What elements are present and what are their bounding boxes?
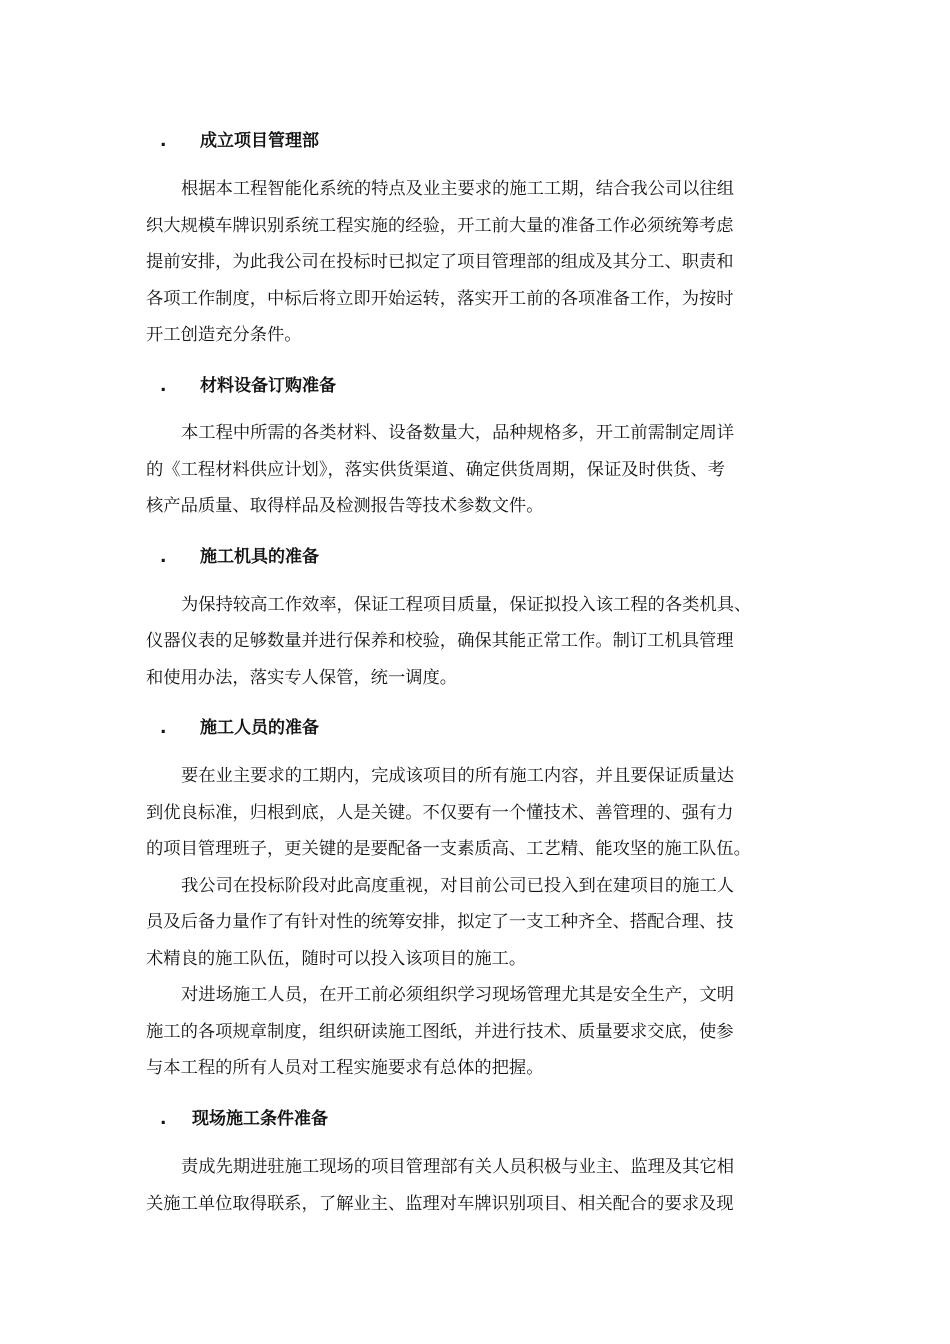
- section-heading-1: [160, 126, 319, 156]
- heading-bullet: .: [160, 131, 167, 151]
- heading-title: 施工人员的准备: [200, 718, 319, 738]
- heading-title: 施工机具的准备: [200, 547, 319, 567]
- paragraph-line: 本工程中所需的各类材料、设备数量大，品种规格多，开工前需制定周详: [181, 423, 735, 443]
- paragraph-line: 与本工程的所有人员对工程实施要求有总体的把握。: [146, 1058, 544, 1078]
- paragraph-line: 术精良的施工队伍，随时可以投入该项目的施工。: [146, 949, 527, 969]
- paragraph-line: 的项目管理班子，更关键的是要配备一支素质高、工艺精、能攻坚的施工队伍。: [146, 839, 751, 859]
- paragraph-line: 各项工作制度，中标后将立即开始运转，落实开工前的各项准备工作，为按时: [146, 289, 734, 309]
- heading-bullet: .: [160, 376, 167, 396]
- paragraph-line: 仪器仪表的足够数量并进行保养和校验，确保其能正常工作。制订工机具管理: [146, 631, 734, 651]
- paragraph-line: 员及后备力量作了有针对性的统筹安排，拟定了一支工种齐全、搭配合理、技: [146, 912, 734, 932]
- heading-title: 成立项目管理部: [200, 131, 319, 151]
- heading-bullet: .: [160, 1109, 167, 1129]
- paragraph-line: 的《工程材料供应计划》，落实供货渠道、确定供货周期，保证及时供货、考: [146, 460, 725, 480]
- paragraph-line: 责成先期进驻施工现场的项目管理部有关人员积极与业主、监理及其它相: [181, 1157, 735, 1177]
- paragraph-line: 开工创造充分条件。: [146, 325, 302, 345]
- section-heading-2: [160, 371, 336, 401]
- paragraph-line: 到优良标准，归根到底，人是关键。不仅要有一个懂技术、善管理的、强有力: [146, 803, 734, 823]
- section-heading-5: [160, 1104, 328, 1134]
- paragraph-line: 要在业主要求的工期内，完成该项目的所有施工内容，并且要保证质量达: [181, 766, 735, 786]
- heading-bullet: .: [160, 547, 167, 567]
- paragraph-line: 提前安排，为此我公司在投标时已拟定了项目管理部的组成及其分工、职责和: [146, 252, 734, 272]
- paragraph-line: 核产品质量、取得样品及检测报告等技术参数文件。: [146, 496, 544, 516]
- paragraph-line: 根据本工程智能化系统的特点及业主要求的施工工期，结合我公司以往组: [181, 179, 735, 199]
- paragraph-line: 对进场施工人员，在开工前必须组织学习现场管理尤其是安全生产，文明: [181, 985, 735, 1005]
- section-heading-4: [160, 713, 319, 743]
- paragraph-line: 织大规模车牌识别系统工程实施的经验，开工前大量的准备工作必须统筹考虑: [146, 216, 734, 236]
- section-heading-3: [160, 542, 319, 572]
- paragraph-line: 为保持较高工作效率，保证工程项目质量，保证拟投入该工程的各类机具、: [181, 595, 752, 615]
- heading-bullet: .: [160, 718, 167, 738]
- heading-title: 材料设备订购准备: [200, 376, 336, 396]
- paragraph-line: 关施工单位取得联系，了解业主、监理对车牌识别项目、相关配合的要求及现: [146, 1194, 734, 1214]
- paragraph-line: 和使用办法，落实专人保管，统一调度。: [146, 668, 458, 688]
- paragraph-line: 施工的各项规章制度，组织研读施工图纸，并进行技术、质量要求交底，使参: [146, 1022, 734, 1042]
- paragraph-line: 我公司在投标阶段对此高度重视，对目前公司已投入到在建项目的施工人: [181, 876, 735, 896]
- heading-title: 现场施工条件准备: [192, 1109, 328, 1129]
